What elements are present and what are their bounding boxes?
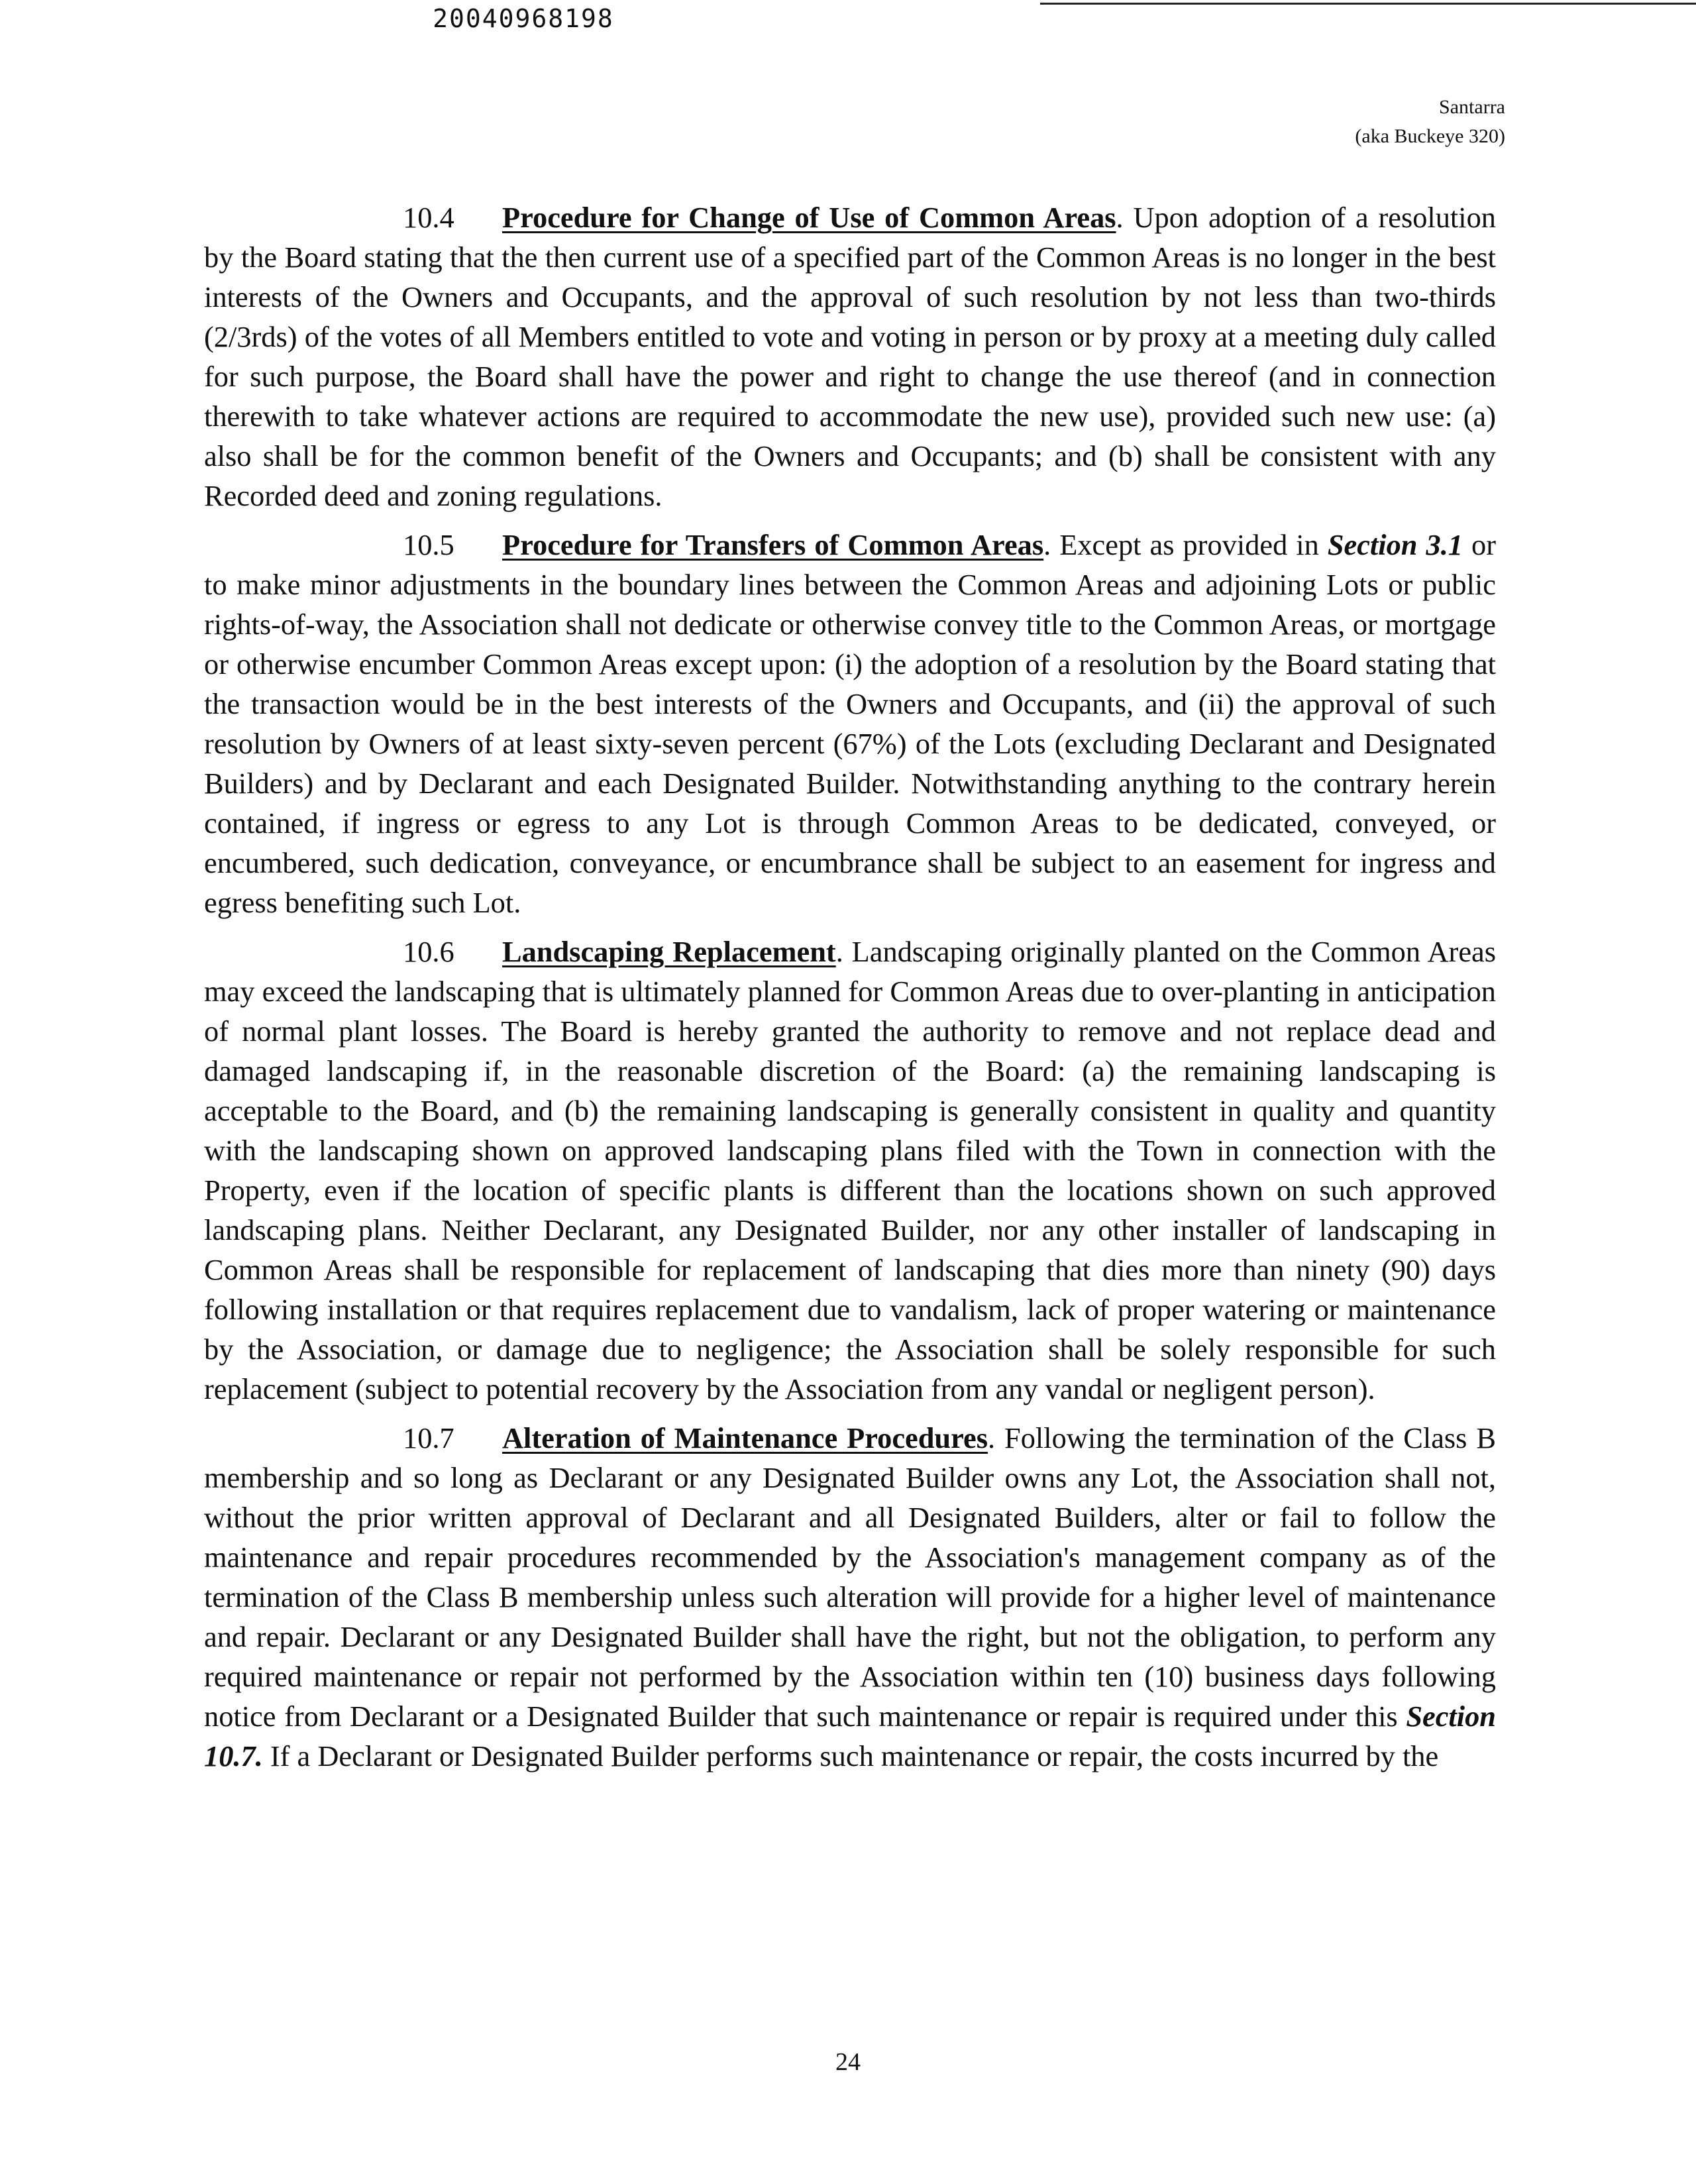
section-10-5 — [204, 525, 1496, 922]
section-title-end: . — [1043, 528, 1051, 561]
section-text-continued: If a Declarant or Designated Builder performs such maintenance or repair, the costs incurred by the — [262, 1739, 1439, 1773]
section-10-6 — [204, 932, 1496, 1409]
page-number: 24 — [835, 2048, 861, 2076]
section-number: 10.4 — [403, 201, 454, 234]
section-text: Landscaping originally planted on the Common Areas may exceed the landscaping that is ultimately planned for Common Areas due to over-planting in anticipation of normal plant losses. The Board is hereby granted the authority to remove and not replace dead and damaged landscaping if, in the reasonable discretion of the Board: (a) the remaining landscaping is acceptable to the Board, and (b) the remaining landscaping is generally consistent in quality and quantity with the landscaping shown on approved landscaping plans filed with the Town in connection with the Property, even if the location of specific plants is different than the locations shown on such approved landscaping plans. Neither Declarant, any Designated Builder, nor any other installer of landscaping in Common Areas shall be responsible for replacement of landscaping that dies more than ninety (90) days following installation or that requires replacement due to vandalism, lack of proper watering or maintenance by the Association, or damage due to negligence; the Association shall be solely responsible for such replacement (subject to potential recovery by the Association from any vandal or negligent person). — [204, 935, 1496, 1405]
section-title-end: . — [987, 1421, 996, 1454]
header-project-aka: (aka Buckeye 320) — [1355, 125, 1505, 147]
header-project-name: Santarra — [1439, 96, 1505, 118]
section-number: 10.6 — [403, 935, 454, 968]
running-header — [1355, 93, 1505, 151]
section-title: Procedure for Transfers of Common Areas — [502, 528, 1044, 561]
section-text-continued: or to make minor adjustments in the boundary lines between the Common Areas and adjoining Lots or public rights-of-way, the Association shall not dedicate or otherwise convey title to the Common Areas, or mortgage or otherwise encumber Common Areas except upon: (i) the adoption of a resolution by the Board stating that the transaction would be in the best interests of the Owners and Occupants, and (ii) the approval of such resolution by Owners of at least sixty-seven percent (67%) of the Lots (excluding Declarant and Designated Builders) and by Declarant and each Designated Builder. Notwithstanding anything to the contrary herein contained, if ingress or egress to any Lot is through Common Areas to be dedicated, conveyed, or encumbered, such dedication, conveyance, or encumbrance shall be subject to an easement for ingress and egress benefiting such Lot. — [204, 528, 1496, 919]
section-text: Following the termination of the Class B membership and so long as Declarant or any Designated Builder owns any Lot, the Association shall not, without the prior written approval of Declarant and all Designated Builders, alter or fail to follow the maintenance and repair procedures recommended by the Association's management company as of the termination of the Class B membership unless such alteration will provide for a higher level of maintenance and repair. Declarant or any Designated Builder shall have the right, but not the obligation, to perform any required maintenance or repair not performed by the Association within ten (10) business days following notice from Declarant or a Designated Builder that such maintenance or repair is required under this — [204, 1421, 1496, 1733]
document-id: 20040968198 — [433, 4, 614, 33]
section-number: 10.5 — [403, 528, 454, 561]
section-title: Procedure for Change of Use of Common Areas — [502, 201, 1116, 234]
section-title: Landscaping Replacement — [502, 935, 836, 968]
section-reference: Section 10.7. — [204, 1700, 1496, 1773]
section-number: 10.7 — [403, 1421, 454, 1454]
section-10-4 — [204, 197, 1496, 516]
section-10-7 — [204, 1418, 1496, 1776]
document-body — [204, 197, 1496, 1785]
section-text: Upon adoption of a resolution by the Board stating that the then current use of a specified part of the Common Areas is no longer in the best interests of the Owners and Occupants, and the approval of such resolution by not less than two-thirds (2/3rds) of the votes of all Members entitled to vote and voting in person or by proxy at a meeting duly called for such purpose, the Board shall have the power and right to change the use thereof (and in connection therewith to take whatever actions are required to accommodate the new use), provided such new use: (a) also shall be for the common benefit of the Owners and Occupants; and (b) shall be consistent with any Recorded deed and zoning regulations. — [204, 201, 1496, 512]
section-title-end: . — [1116, 201, 1124, 234]
section-text: Except as provided in — [1051, 528, 1328, 561]
section-title-end: . — [835, 935, 843, 968]
section-reference: Section 3.1 — [1327, 528, 1463, 561]
section-title: Alteration of Maintenance Procedures — [502, 1421, 988, 1454]
top-rule — [1040, 3, 1696, 5]
